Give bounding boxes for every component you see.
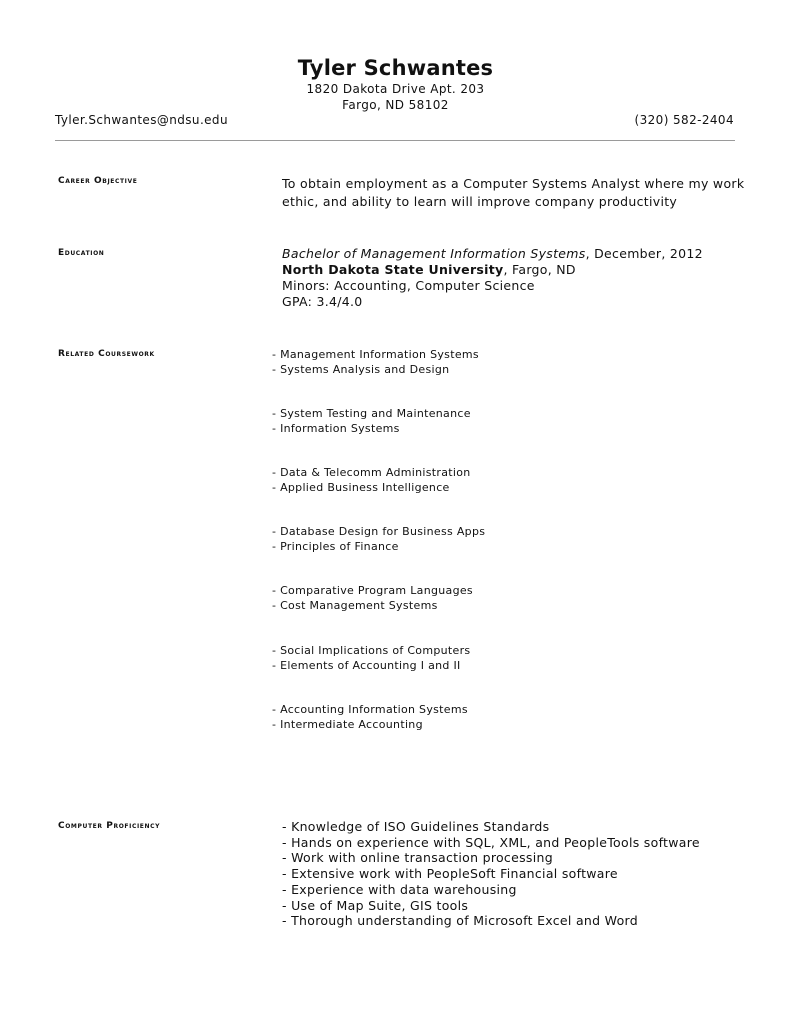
coursework-group-6: [272, 643, 470, 673]
proficiency-item: - Work with online transaction processing: [282, 850, 553, 866]
email-address[interactable]: Tyler.Schwantes@ndsu.edu: [55, 113, 228, 127]
resume-name: Tyler Schwantes: [297, 56, 494, 80]
course-item: - Systems Analysis and Design: [272, 363, 450, 376]
proficiency-list: [282, 819, 700, 929]
career-objective-heading: Career Objective: [58, 176, 138, 186]
proficiency-item: - Use of Map Suite, GIS tools: [282, 897, 469, 913]
proficiency-item: - Thorough understanding of Microsoft Excel and Word: [282, 913, 638, 929]
proficiency-item: - Knowledge of ISO Guidelines Standards: [282, 819, 550, 834]
coursework-group-2: [272, 406, 471, 436]
course-item: - Accounting Information Systems: [272, 703, 468, 716]
course-item: - Cost Management Systems: [272, 599, 438, 612]
course-item: - Data & Telecomm Administration: [272, 466, 471, 479]
career-objective-text: [282, 175, 744, 211]
school-line: [282, 262, 703, 278]
coursework-group-7: [272, 702, 468, 732]
education-details: [282, 246, 703, 310]
phone-number: (320) 582-2404: [634, 113, 734, 127]
course-item: - Management Information Systems: [272, 348, 479, 361]
school-location: , Fargo, ND: [503, 262, 576, 277]
header-divider: [55, 140, 735, 141]
degree-title: Bachelor of Management Information Systems: [282, 246, 586, 261]
gpa-line: GPA: 3.4/4.0: [282, 294, 363, 309]
course-item: - Social Implications of Computers: [272, 644, 471, 657]
course-item: - Information Systems: [272, 422, 400, 435]
course-item: - Database Design for Business Apps: [272, 525, 486, 538]
objective-line: ethic, and ability to learn will improve company productivity: [282, 194, 678, 209]
address-line-1: 1820 Dakota Drive Apt. 203: [306, 82, 485, 96]
school-name: North Dakota State University: [282, 262, 504, 277]
course-item: - Intermediate Accounting: [272, 718, 423, 731]
course-item: - Applied Business Intelligence: [272, 481, 450, 494]
degree-line: [282, 246, 703, 262]
education-heading: Education: [58, 248, 105, 258]
proficiency-item: - Extensive work with PeopleSoft Financial software: [282, 866, 618, 882]
proficiency-item: - Experience with data warehousing: [282, 881, 517, 897]
course-item: - Comparative Program Languages: [272, 584, 473, 597]
course-item: - System Testing and Maintenance: [272, 407, 471, 420]
coursework-group-4: [272, 524, 485, 554]
degree-date: , December, 2012: [585, 246, 703, 261]
address-line-2: Fargo, ND 58102: [342, 98, 449, 112]
objective-line: To obtain employment as a Computer Systems Analyst where my work: [282, 176, 745, 191]
minors-line: Minors: Accounting, Computer Science: [282, 278, 535, 293]
related-coursework-heading: Related Coursework: [58, 349, 155, 359]
course-item: - Elements of Accounting I and II: [272, 659, 461, 672]
coursework-group-3: [272, 465, 471, 495]
proficiency-item: - Hands on experience with SQL, XML, and PeopleTools software: [282, 834, 700, 850]
computer-proficiency-heading: Computer Proficiency: [58, 821, 161, 831]
coursework-group-5: [272, 583, 473, 613]
coursework-group-1: [272, 347, 479, 377]
course-item: - Principles of Finance: [272, 540, 399, 553]
